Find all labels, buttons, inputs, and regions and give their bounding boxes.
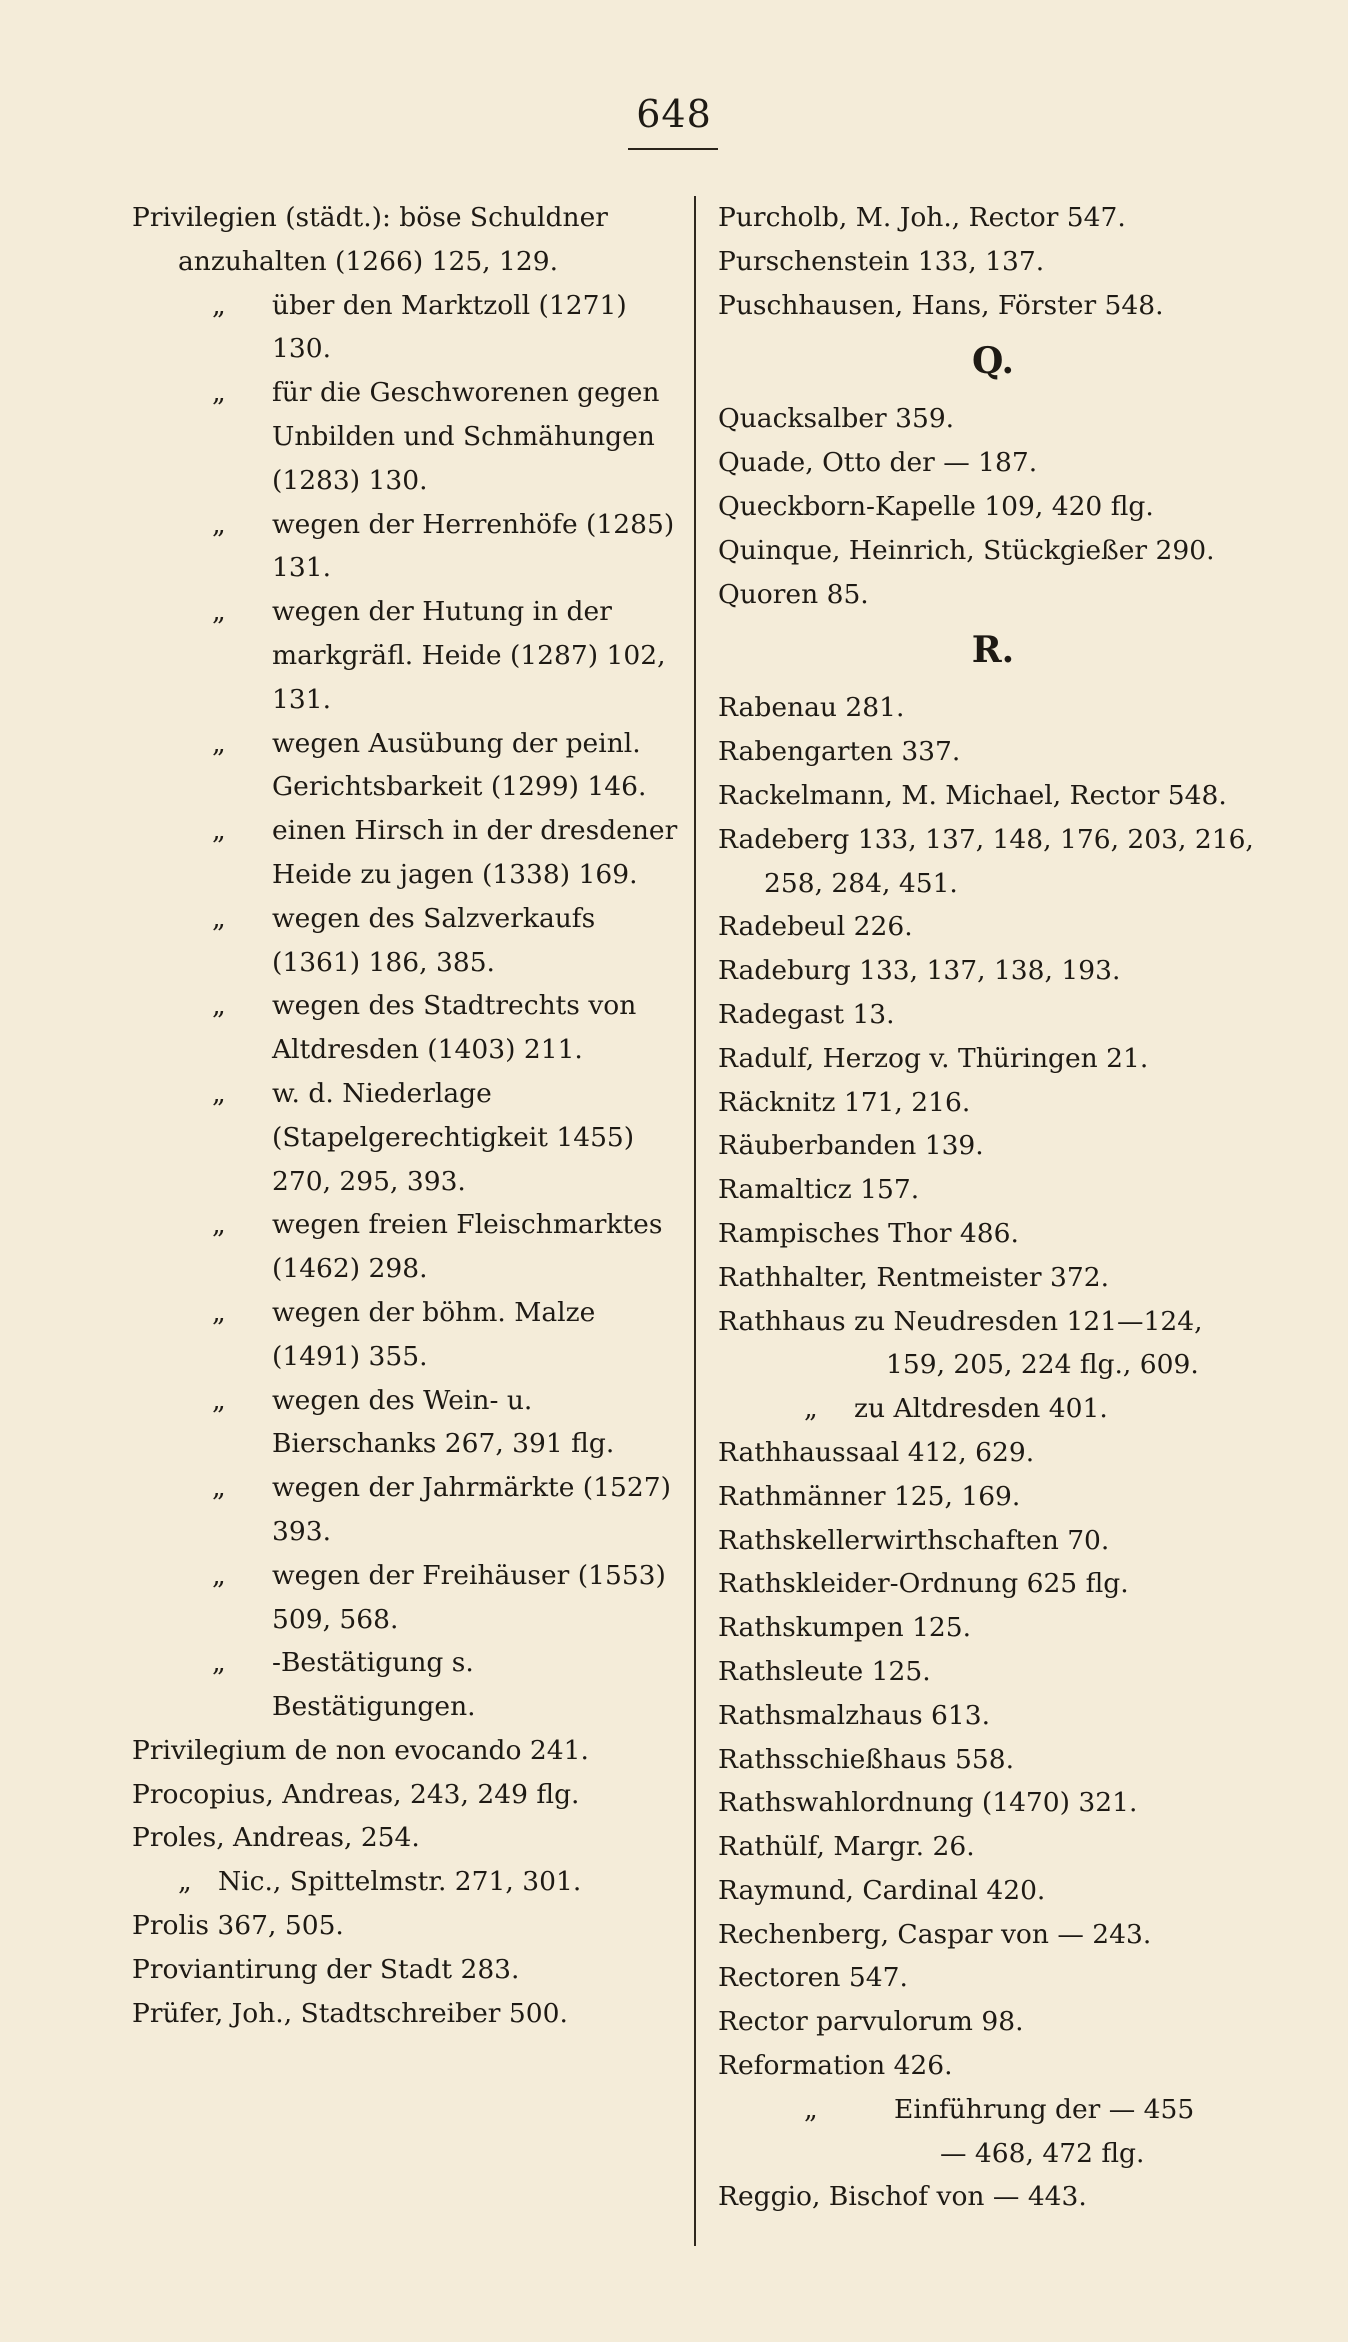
index-entry: Räcknitz 171, 216. bbox=[718, 1086, 971, 1118]
index-entry: Rathmänner 125, 169. bbox=[718, 1480, 1021, 1512]
ditto-mark: „ bbox=[212, 815, 226, 847]
index-entry: Prolis 367, 505. bbox=[132, 1910, 344, 1942]
index-entry: Purschenstein 133, 137. bbox=[718, 245, 1045, 277]
ditto-mark: „ bbox=[212, 1384, 226, 1416]
index-entry: Raymund, Cardinal 420. bbox=[718, 1874, 1046, 1906]
index-entry: Rathhalter, Rentmeister 372. bbox=[718, 1261, 1110, 1293]
index-entry: Rathsschießhaus 558. bbox=[718, 1743, 1015, 1775]
column-divider bbox=[694, 196, 696, 2246]
index-entry: Rathsmalzhaus 613. bbox=[718, 1699, 991, 1731]
ditto-mark: „ bbox=[212, 1647, 226, 1679]
ditto-mark: „ bbox=[212, 377, 226, 409]
ditto-mark: „ bbox=[212, 596, 226, 628]
subentry-text: wegen der Freihäuser (1553) 509, 568. bbox=[272, 1559, 666, 1635]
subentry-text: w. d. Niederlage (Stapelgerechtigkeit 1455) 270, 295, 393. bbox=[272, 1077, 635, 1197]
privilegien-subentries bbox=[132, 284, 692, 1729]
index-entry: Rathhaussaal 412, 629. bbox=[718, 1436, 1035, 1468]
index-subentry-reformation-cont: — 468, 472 flg. bbox=[940, 2137, 1145, 2169]
index-entry: Rabengarten 337. bbox=[718, 736, 961, 768]
index-entry: Proviantirung der Stadt 283. bbox=[132, 1953, 520, 1985]
index-subentry bbox=[132, 1072, 692, 1203]
index-entry: Rathskellerwirthschaften 70. bbox=[718, 1524, 1110, 1556]
subentry-text: wegen der Hutung in der markgräfl. Heide (1287) 102, 131. bbox=[272, 596, 666, 715]
section-letter-r: R. bbox=[971, 629, 1015, 672]
index-entry: Radeberg 133, 137, 148, 176, 203, 216, 258, 284, 451. bbox=[718, 823, 1254, 899]
index-entry: Rectoren 547. bbox=[718, 1962, 908, 1994]
ditto-mark: „ bbox=[212, 1559, 226, 1591]
subentry-text: wegen der Herrenhöfe (1285) 131. bbox=[272, 508, 675, 584]
index-entry: Radulf, Herzog v. Thüringen 21. bbox=[718, 1042, 1149, 1074]
index-subentry bbox=[132, 1203, 692, 1291]
index-entry: Quoren 85. bbox=[718, 578, 869, 610]
subentry-text: wegen der böhm. Malze (1491) 355. bbox=[272, 1296, 596, 1372]
index-entry: Privilegium de non evocando 241. bbox=[132, 1734, 589, 1766]
ditto-mark: „ bbox=[804, 2093, 818, 2125]
page-number: 648 bbox=[636, 92, 712, 136]
subentry-text: wegen der Jahrmärkte (1527) 393. bbox=[272, 1472, 671, 1547]
r-entries-b bbox=[718, 1431, 1268, 2088]
index-entry: Rathülf, Margr. 26. bbox=[718, 1831, 975, 1863]
ditto-mark: „ bbox=[212, 1296, 226, 1328]
index-entry: Rathsleute 125. bbox=[718, 1655, 931, 1687]
index-subentry bbox=[132, 984, 692, 1072]
subentry-text: für die Geschworenen gegen Unbilden und Schmähungen (1283) 130. bbox=[272, 377, 660, 496]
index-entry-rathhaus-cont: 159, 205, 224 flg., 609. bbox=[886, 1349, 1199, 1381]
index-entry-reggio: Reggio, Bischof von — 443. bbox=[718, 2181, 1087, 2213]
index-subentry bbox=[132, 1379, 692, 1467]
index-entry: Prüfer, Joh., Stadtschreiber 500. bbox=[132, 1997, 568, 2029]
index-subentry bbox=[132, 503, 692, 591]
subentry-text: zu Altdresden 401. bbox=[854, 1393, 1108, 1425]
p-entries bbox=[718, 196, 1268, 327]
left-column bbox=[132, 196, 692, 2035]
index-entry: Rabenau 281. bbox=[718, 692, 905, 724]
ditto-mark: „ bbox=[212, 990, 226, 1022]
subentry-text: -Bestätigung s. Bestätigungen. bbox=[272, 1647, 476, 1723]
right-column bbox=[718, 196, 1268, 2219]
ditto-mark: „ bbox=[212, 902, 226, 934]
ditto-mark: „ bbox=[212, 727, 226, 759]
left-entries bbox=[132, 1729, 692, 1860]
subentry-text: Einführung der — 455 bbox=[894, 2093, 1195, 2125]
index-entry: Proles, Andreas, 254. bbox=[132, 1822, 420, 1854]
subentry-text: wegen des Salzverkaufs (1361) 186, 385. bbox=[272, 902, 596, 978]
index-subentry bbox=[132, 1466, 692, 1554]
index-entry: Puschhausen, Hans, Förster 548. bbox=[718, 289, 1164, 321]
index-subentry bbox=[132, 371, 692, 502]
index-subentry bbox=[132, 809, 692, 897]
section-letter-q: Q. bbox=[971, 340, 1015, 383]
index-entry: Quacksalber 359. bbox=[718, 403, 955, 435]
ditto-mark: „ bbox=[212, 1209, 226, 1241]
index-entry: Quade, Otto der — 187. bbox=[718, 447, 1038, 479]
index-subentry-reformation bbox=[718, 2088, 1268, 2132]
index-entry: Rathswahlordnung (1470) 321. bbox=[718, 1787, 1138, 1819]
ditto-mark: „ bbox=[178, 1866, 192, 1898]
ditto-mark: „ bbox=[212, 1472, 226, 1504]
index-entry: Radebeul 226. bbox=[718, 911, 913, 943]
subentry-text: über den Marktzoll (1271) 130. bbox=[272, 289, 627, 365]
index-subentry-rathhaus bbox=[718, 1387, 1268, 1431]
index-subentry bbox=[132, 722, 692, 810]
index-subentry bbox=[132, 1291, 692, 1379]
subentry-text: wegen des Wein- u. Bierschanks 267, 391 flg. bbox=[272, 1384, 615, 1460]
index-entry: Rathskleider-Ordnung 625 flg. bbox=[718, 1568, 1129, 1600]
subentry-text: wegen freien Fleischmarktes (1462) 298. bbox=[272, 1209, 663, 1285]
index-subentry bbox=[132, 590, 692, 721]
index-entry: Purcholb, M. Joh., Rector 547. bbox=[718, 202, 1126, 233]
subentry-text: wegen des Stadtrechts von Altdresden (1403) 211. bbox=[272, 990, 637, 1066]
subentry-text: einen Hirsch in der dresdener Heide zu jagen (1338) 169. bbox=[272, 815, 678, 890]
index-entry: Reformation 426. bbox=[718, 2050, 953, 2082]
page-number-rule bbox=[628, 148, 718, 150]
index-subentry bbox=[132, 1554, 692, 1642]
index-entry-privilegien: Privilegien (städt.): böse Schuldner anzuhalten (1266) 125, 129. bbox=[132, 202, 608, 277]
index-subentry bbox=[132, 284, 692, 372]
index-entry: Quinque, Heinrich, Stückgießer 290. bbox=[718, 534, 1215, 566]
index-entry: Rathskumpen 125. bbox=[718, 1612, 972, 1644]
ditto-mark: „ bbox=[212, 1077, 226, 1109]
r-entries-a bbox=[718, 686, 1268, 1299]
ditto-mark: „ bbox=[804, 1393, 818, 1425]
index-entry: Procopius, Andreas, 243, 249 flg. bbox=[132, 1778, 580, 1810]
index-entry: Radeburg 133, 137, 138, 193. bbox=[718, 955, 1121, 987]
index-subentry bbox=[132, 1641, 692, 1729]
left-entries-2 bbox=[132, 1904, 692, 2035]
index-entry: Radegast 13. bbox=[718, 998, 895, 1030]
index-entry: Rector parvulorum 98. bbox=[718, 2006, 1024, 2038]
index-entry-rathhaus: Rathhaus zu Neudresden 121—124, bbox=[718, 1305, 1203, 1337]
subentry-text: wegen Ausübung der peinl. Gerichtsbarkeit (1299) 146. bbox=[272, 727, 647, 803]
index-entry: Räuberbanden 139. bbox=[718, 1130, 984, 1162]
index-entry: Rechenberg, Caspar von — 243. bbox=[718, 1918, 1152, 1950]
ditto-mark: „ bbox=[212, 289, 226, 321]
index-subentry-proles bbox=[132, 1860, 692, 1904]
index-entry: Queckborn-Kapelle 109, 420 flg. bbox=[718, 490, 1154, 522]
q-entries bbox=[718, 397, 1268, 616]
ditto-mark: „ bbox=[212, 508, 226, 540]
index-entry: Rampisches Thor 486. bbox=[718, 1217, 1019, 1249]
index-entry: Rackelmann, M. Michael, Rector 548. bbox=[718, 779, 1227, 811]
subentry-text: Nic., Spittelmstr. 271, 301. bbox=[218, 1866, 582, 1898]
index-entry: Ramalticz 157. bbox=[718, 1174, 920, 1206]
index-subentry bbox=[132, 897, 692, 985]
